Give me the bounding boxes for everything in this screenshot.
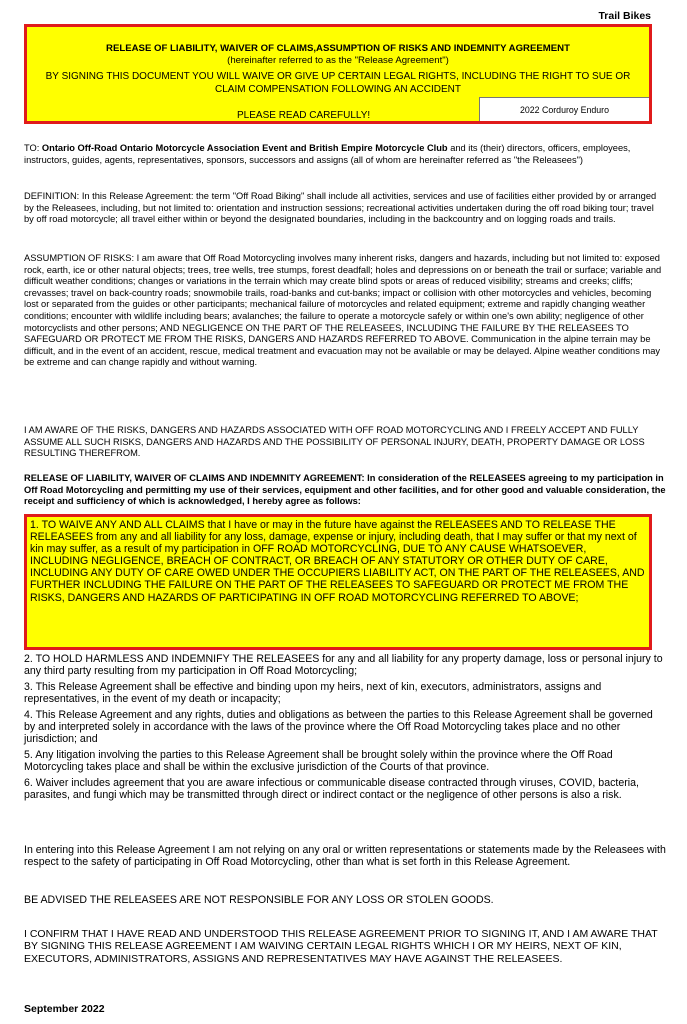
lost-goods-notice: BE ADVISED THE RELEASEES ARE NOT RESPONSIBLE FOR ANY LOSS OR STOLEN GOODS. xyxy=(24,894,494,906)
definition-section xyxy=(24,191,666,226)
release-header-box xyxy=(24,24,652,124)
document-category-label: Trail Bikes xyxy=(598,10,651,22)
confirmation-text: I CONFIRM THAT I HAVE READ AND UNDERSTOOD THIS RELEASE AGREEMENT PRIOR TO SIGNING IT, AND I AM AWARE THAT BY SIGNING THIS RELEASE AGREEMENT I AM WAIVING CERTAIN LEGAL RIGHTS WHICH I OR MY HEIRS, NEXT OF KIN, EXECUTORS, ADMINISTRATORS, ASSIGNS AND REPRESENTATIVES MAY HAVE AGAINST THE RELEASEES. xyxy=(24,928,658,965)
to-prefix: TO: xyxy=(24,143,42,153)
no-reliance-text: In entering into this Release Agreement I am not relying on any oral or written representations or statements made by the Releasees with respect to the safety of participating in Off Road Motorcycling, other than what is set forth in this Release Agreement. xyxy=(24,844,666,869)
definition-text: DEFINITION: In this Release Agreement: the term "Off Road Biking" shall include all activities, services and use of facilities either provided by or arranged by the Releasees, including, but not limited to: orientation and instruction sessions; recreational activities undertaken during the off road biking tour; travel by off road motorcycle; all travel either within or beyond the designated boundaries, including in the backcountry and on logging roads and trails. xyxy=(24,191,657,225)
agreement-title: RELEASE OF LIABILITY, WAIVER OF CLAIMS,ASSUMPTION OF RISKS AND INDEMNITY AGREEMENT xyxy=(106,43,570,54)
clause-2: 2. TO HOLD HARMLESS AND INDEMNIFY THE RELEASEES for any and all liability for any property damage, loss or personal injury to any third party resulting from my participation in Off Road Motorcycling; xyxy=(24,653,663,678)
clause-1: 1. TO WAIVE ANY AND ALL CLAIMS that I have or may in the future have against the RELEASEES AND TO RELEASE THE RELEASEES from any and all liability for any loss, damage, expense or injury, including death, that I may suffer or that my next of kin may suffer, as a result of my participation in OFF ROAD MOTORCYCLING, DUE TO ANY CAUSE WHATSOEVER, INCLUDING NEGLIGENCE, BREACH OF CONTRACT, OR BREACH OF ANY STATUTORY OR OTHER DUTY OF CARE, INCLUDING ANY DUTY OF CARE OWED UNDER THE OCCUPIERS LIABILITY ACT, ON THE PART OF THE RELEASEES, AND FURTHER INCLUDING THE FAILURE ON THE PART OF THE RELEASEES TO SAFEGUARD OR PROTECT ME FROM THE RISKS, DANGERS AND HAZARDS OF PARTICIPATING IN OFF ROAD MOTORCYCLING REFERRED TO ABOVE; xyxy=(30,519,645,604)
clause-list xyxy=(24,653,666,804)
clause-4: 4. This Release Agreement and any rights, duties and obligations as between the parties to this Release Agreement shall be governed by and interpreted solely in accordance with the laws of the province where the Off Road Motorcycling takes place and no other jurisdiction; and xyxy=(24,708,653,746)
assumption-text: ASSUMPTION OF RISKS: I am aware that Off Road Motorcycling involves many inherent risks, dangers and hazards, including but not limited to: exposed rock, earth, ice or other natural objects; trees, tree wells, tree stumps, forest deadfall; holes and depressions on or beneath the trail or surface; variable and difficult weather conditions; changes or variations in the terrain which may create blind spots or areas of reduced visibility; streams and creeks; cliffs; crevasses; travel on back-country roads; snowmobile trails, road-banks and cut-banks; impact or collision with other motorcycles and vehicles, becoming lost or separated from the guides or other participants; mechanical failure of motorcycles and related equipment; extreme and rapidly changing weather conditions; encounter with wildlife including bears; avalanches; the failure to operate a motorcycle safely or within one's own ability; negligence of other motorcyclists and other persons; AND NEGLIGENCE ON THE PART OF THE RELEASEES, INCLUDING THE FAILURE BY THE RELEASEES TO SAFEGUARD OR PROTECT ME FROM THE RISKS, DANGERS AND HAZARDS REFERRED TO ABOVE. Communication in the alpine terrain may be difficult, and in the event of an accident, rescue, medical treatment and evacuation may not be available or may be delayed. Alpine weather conditions may be extreme and can change rapidly and without warning. xyxy=(24,253,662,368)
agreement-subtitle: (hereinafter referred to as the "Release Agreement") xyxy=(227,55,449,66)
legal-rights-warning: BY SIGNING THIS DOCUMENT YOU WILL WAIVE OR GIVE UP CERTAIN LEGAL RIGHTS, INCLUDING THE RIGHT TO SUE OR CLAIM COMPENSATION FOLLOWING AN ACCIDENT xyxy=(45,71,631,95)
clause-6: 6. Waiver includes agreement that you are aware infectious or communicable disease contracted through viruses, COVID, bacteria, parasites, and fungi which may be transmitted through direct or indirect contact or the negligence of other persons is also a risk. xyxy=(24,776,639,802)
risk-awareness-text: I AM AWARE OF THE RISKS, DANGERS AND HAZARDS ASSOCIATED WITH OFF ROAD MOTORCYCLING AND I FREELY ACCEPT AND FULLY ASSUME ALL SUCH RISKS, DANGERS AND HAZARDS AND THE POSSIBILITY OF PERSONAL INJURY, DEATH, PROPERTY DAMAGE OR LOSS RESULTING THEREFROM. xyxy=(24,425,645,459)
confirmation-section xyxy=(24,928,664,965)
clause-3: 3. This Release Agreement shall be effective and binding upon my heirs, next of kin, executors, administrators, assigns and representatives, in the event of my death or incapacity; xyxy=(24,680,602,706)
waiver-clause-highlight xyxy=(24,514,652,650)
release-intro-text: RELEASE OF LIABILITY, WAIVER OF CLAIMS AND INDEMNITY AGREEMENT: In consideration of the RELEASEES agreeing to my participation in Off Road Motorcycling and permitting my use of their services, equipment and other facilities, and for other good and valuable consideration, the receipt and sufficiency of which is acknowledged, I hereby agree as follows: xyxy=(24,473,666,507)
document-date: September 2022 xyxy=(24,1003,105,1015)
release-intro-section xyxy=(24,473,666,508)
assumption-of-risks-section xyxy=(24,253,666,369)
releasee-organizations: Ontario Off-Road Ontario Motorcycle Association Event and British Empire Motorcycle Club xyxy=(41,143,448,153)
risk-awareness-section xyxy=(24,425,664,460)
no-reliance-section xyxy=(24,844,666,869)
to-suffix: and its (their) directors, officers, employees, instructors, guides, agents, representatives, sponsors, successors and assigns (all of whom are hereinafter referred as "the Releasees") xyxy=(24,143,631,165)
to-section xyxy=(24,143,664,166)
read-carefully-notice: PLEASE READ CAREFULLY! xyxy=(237,110,371,121)
event-name-field: 2022 Corduroy Enduro xyxy=(479,97,649,121)
clause-5: 5. Any litigation involving the parties to this Release Agreement shall be brought solely within the province where the Off Road Motorcycling takes place and shall be within the exclusive jurisdiction of the Courts of that province. xyxy=(24,748,613,774)
